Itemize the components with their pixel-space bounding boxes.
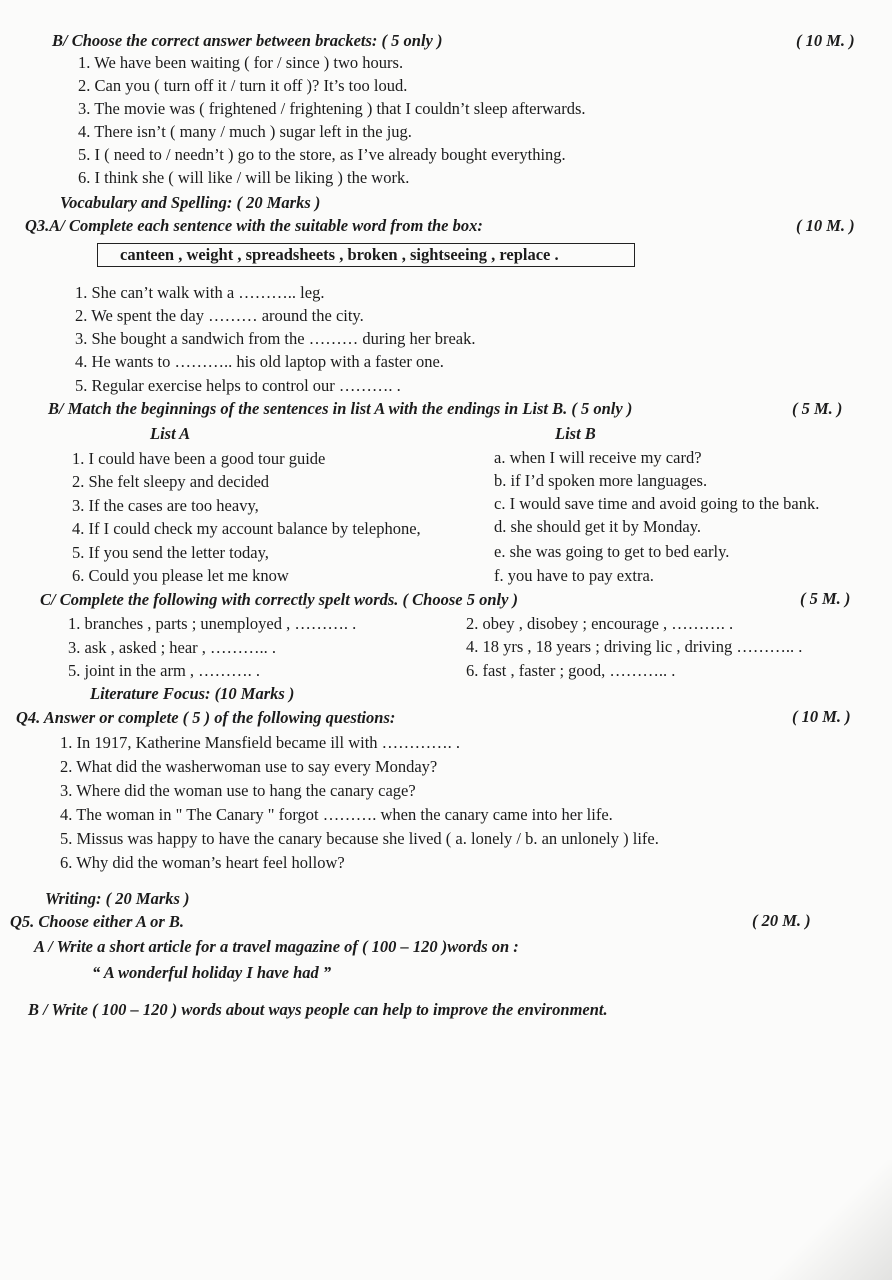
q3a-marks: ( 10 M. ) [796, 216, 855, 235]
list-item: 1. We have been waiting ( for / since ) two hours. [78, 53, 404, 72]
list-item: 3. Where did the woman use to hang the canary cage? [60, 781, 416, 800]
list-b-item: e. she was going to get to bed early. [494, 542, 730, 561]
scan-shadow [732, 1160, 892, 1280]
spelling-item: 6. fast , faster ; good, ……….. . [466, 661, 676, 680]
list-item: 6. Why did the woman’s heart feel hollow? [60, 853, 345, 872]
vocabulary-heading: Vocabulary and Spelling: ( 20 Marks ) [60, 193, 321, 212]
q5-option-a: A / Write a short article for a travel magazine of ( 100 – 120 )words on : [34, 937, 519, 956]
q3c-title: C/ Complete the following with correctly spelt words. ( Choose 5 only ) [40, 590, 519, 609]
q3a-title: Q3.A/ Complete each sentence with the suitable word from the box: [25, 216, 483, 235]
list-a-item: 1. I could have been a good tour guide [72, 449, 326, 468]
q5-title: Q5. Choose either A or B. [10, 912, 185, 931]
spelling-item: 1. branches , parts ; unemployed , ………. . [68, 614, 357, 633]
section-b-marks: ( 10 M. ) [796, 31, 855, 50]
spelling-item: 2. obey , disobey ; encourage , ………. . [466, 614, 734, 633]
list-b-item: c. I would save time and avoid going to the bank. [494, 494, 820, 513]
list-item: 6. I think she ( will like / will be liking ) the work. [78, 168, 410, 187]
list-item: 4. He wants to ……….. his old laptop with a faster one. [75, 352, 444, 371]
list-item: 4. The woman in " The Canary " forgot ………. when the canary came into her life. [60, 805, 613, 824]
q3b-marks: ( 5 M. ) [792, 399, 843, 418]
list-item: 1. She can’t walk with a ……….. leg. [75, 283, 325, 302]
writing-heading: Writing: ( 20 Marks ) [45, 889, 190, 908]
list-item: 3. The movie was ( frightened / frightening ) that I couldn’t sleep afterwards. [78, 99, 586, 118]
q3c-marks: ( 5 M. ) [800, 589, 851, 608]
list-b-item: d. she should get it by Monday. [494, 517, 701, 536]
list-item: 5. Regular exercise helps to control our ………. . [75, 376, 401, 395]
spelling-item: 5. joint in the arm , ………. . [68, 661, 261, 680]
list-item: 4. There isn’t ( many / much ) sugar left in the jug. [78, 122, 412, 141]
q4-title: Q4. Answer or complete ( 5 ) of the following questions: [16, 708, 396, 727]
list-item: 2. We spent the day ……… around the city. [75, 306, 364, 325]
list-b-item: a. when I will receive my card? [494, 448, 702, 467]
list-item: 2. Can you ( turn off it / turn it off )? It’s too loud. [78, 76, 408, 95]
list-a-item: 6. Could you please let me know [72, 566, 289, 585]
list-a-heading: List A [150, 424, 191, 443]
list-a-item: 3. If the cases are too heavy, [72, 496, 259, 515]
q5-marks: ( 20 M. ) [752, 911, 811, 930]
q5-option-a-topic: “ A wonderful holiday I have had ” [92, 963, 332, 982]
section-b-title: B/ Choose the correct answer between brackets: ( 5 only ) [52, 31, 443, 50]
q4-marks: ( 10 M. ) [792, 707, 851, 726]
word-box: canteen , weight , spreadsheets , broken , sightseeing , replace . [97, 243, 635, 267]
list-item: 3. She bought a sandwich from the ……… during her break. [75, 329, 476, 348]
list-item: 1. In 1917, Katherine Mansfield became ill with …………. . [60, 733, 461, 752]
list-item: 5. Missus was happy to have the canary because she lived ( a. lonely / b. an unlonely ) life. [60, 829, 659, 848]
list-b-item: f. you have to pay extra. [494, 566, 654, 585]
list-b-item: b. if I’d spoken more languages. [494, 471, 708, 490]
spelling-item: 4. 18 yrs , 18 years ; driving lic , driving ……….. . [466, 637, 803, 656]
list-a-item: 2. She felt sleepy and decided [72, 472, 270, 491]
list-item: 2. What did the washerwoman use to say every Monday? [60, 757, 438, 776]
list-item: 5. I ( need to / needn’t ) go to the store, as I’ve already bought everything. [78, 145, 566, 164]
list-a-item: 5. If you send the letter today, [72, 543, 269, 562]
list-b-heading: List B [555, 424, 596, 443]
q3b-title: B/ Match the beginnings of the sentences in list A with the endings in List B. ( 5 only ) [48, 399, 633, 418]
q5-option-b: B / Write ( 100 – 120 ) words about ways people can help to improve the environment. [28, 1000, 608, 1019]
literature-heading: Literature Focus: (10 Marks ) [90, 684, 295, 703]
list-a-item: 4. If I could check my account balance by telephone, [72, 519, 421, 538]
spelling-item: 3. ask , asked ; hear , ……….. . [68, 638, 277, 657]
